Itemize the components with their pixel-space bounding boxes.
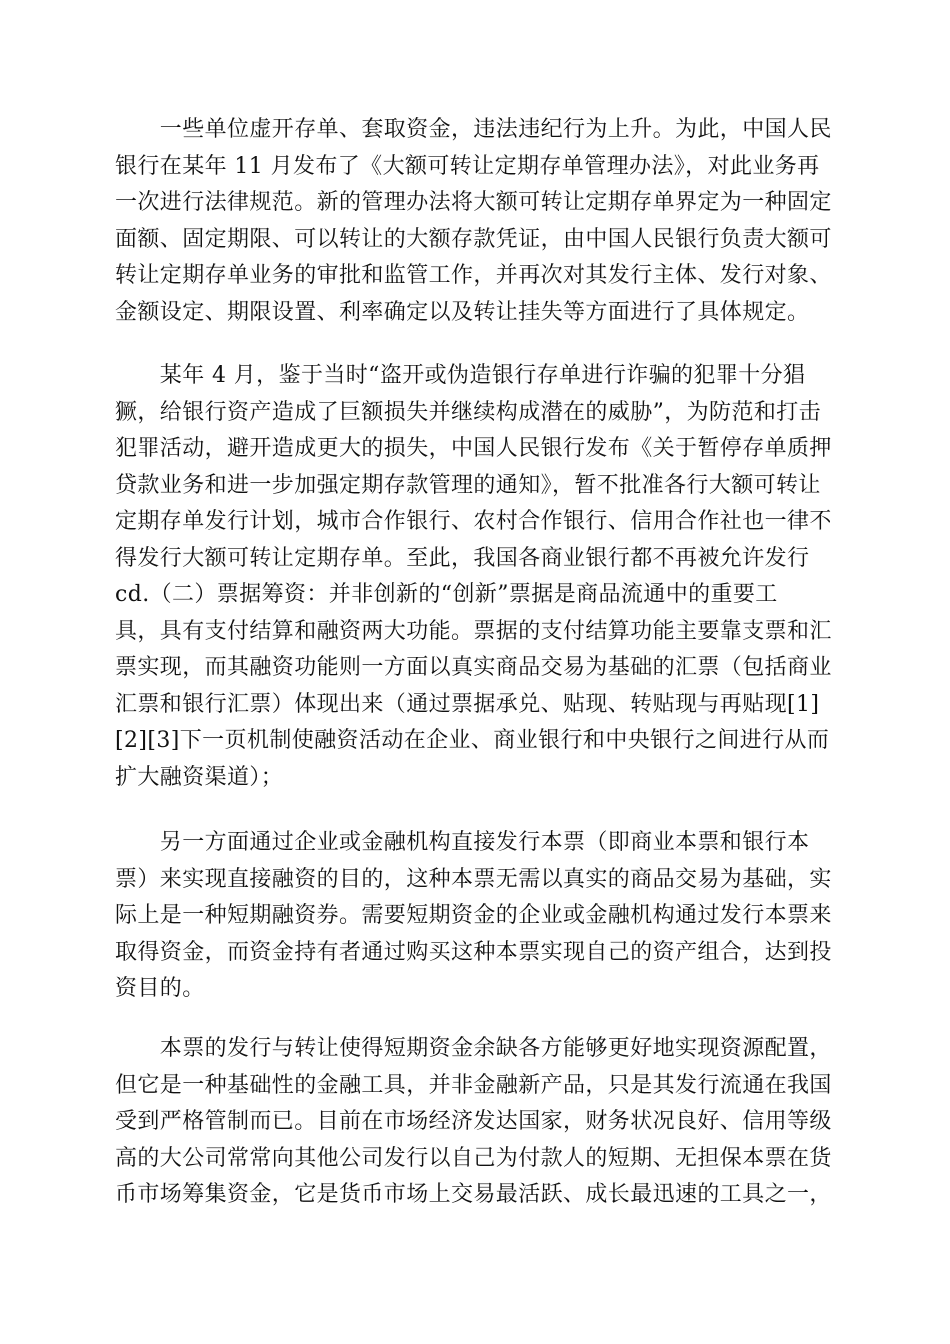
paragraph-note-market (115, 1031, 835, 1214)
paragraph-cd-suspension-and-bills (115, 358, 835, 796)
text-line: 但它是一种基础性的金融工具，并非金融新产品，只是其发行流通在我国 (115, 1072, 832, 1098)
text-line: 银行在某年 11 月发布了《大额可转让定期存单管理办法》，对此业务再 (115, 153, 820, 179)
text-line: 面额、固定期限、可以转让的大额存款凭证，由中国人民银行负责大额可 (115, 226, 832, 252)
paragraph-promissory-notes (115, 825, 835, 1008)
text-line: 一些单位虚开存单、套取资金，违法违纪行为上升。为此，中国人民 (115, 117, 832, 142)
text-line: 某年 4 月，鉴于当时“盗开或伪造银行存单进行诈骗的犯罪十分猖 (115, 363, 806, 388)
text-line: 际上是一种短期融资券。需要短期资金的企业或金融机构通过发行本票来 (115, 903, 832, 928)
text-line: 另一方面通过企业或金融机构直接发行本票（即商业本票和银行本 (115, 830, 810, 855)
text-line: 定期存单发行计划，城市合作银行、农村合作银行、信用合作社也一律不 (115, 509, 832, 534)
text-line: [2][3]下一页机制使融资活动在企业、商业银行和中央银行之间进行从而 (115, 728, 830, 753)
text-line: 贷款业务和进一步加强定期存款管理的通知》，暂不批准各行大额可转让 (115, 472, 821, 498)
text-line: cd.（二）票据筹资：并非创新的“创新”票据是商品流通中的重要工 (115, 582, 778, 607)
text-line: 犯罪活动，避开造成更大的损失，中国人民银行发布《关于暂停存单质押 (115, 436, 832, 461)
text-line: 得发行大额可转让定期存单。至此，我国各商业银行都不再被允许发行 (115, 545, 810, 571)
text-line: 币市场筹集资金，它是货币市场上交易最活跃、成长最迅速的工具之一， (115, 1182, 832, 1207)
text-line: 獗，给银行资产造成了巨额损失并继续构成潜在的威胁”，为防范和打击 (115, 399, 822, 425)
text-line: 汇票和银行汇票）体现出来（通过票据承兑、贴现、转贴现与再贴现[1] (115, 691, 820, 717)
text-line: 转让定期存单业务的审批和监管工作，并再次对其发行主体、发行对象、 (115, 263, 832, 288)
text-line: 本票的发行与转让使得短期资金余缺各方能够更好地实现资源配置， (115, 1036, 832, 1061)
text-line: 金额设定、期限设置、利率确定以及转让挂失等方面进行了具体规定。 (115, 299, 810, 325)
text-line: 受到严格管制而已。目前在市场经济发达国家，财务状况良好、信用等级 (115, 1109, 832, 1134)
text-line: 扩大融资渠道）； (115, 764, 284, 790)
text-line: 一次进行法律规范。新的管理办法将大额可转让定期存单界定为一种固定 (115, 190, 832, 215)
text-line: 具，具有支付结算和融资两大功能。票据的支付结算功能主要靠支票和汇 (115, 618, 832, 644)
text-line: 高的大公司常常向其他公司发行以自己为付款人的短期、无担保本票在货 (115, 1145, 832, 1171)
text-line: 取得资金，而资金持有者通过购买这种本票实现自己的资产组合，达到投 (115, 939, 832, 965)
paragraph-cd-regulation (115, 112, 835, 331)
text-line: 票）来实现直接融资的目的，这种本票无需以真实的商品交易为基础，实 (115, 866, 832, 892)
text-line: 资目的。 (115, 976, 205, 1001)
text-line: 票实现，而其融资功能则一方面以真实商品交易为基础的汇票（包括商业 (115, 655, 832, 680)
